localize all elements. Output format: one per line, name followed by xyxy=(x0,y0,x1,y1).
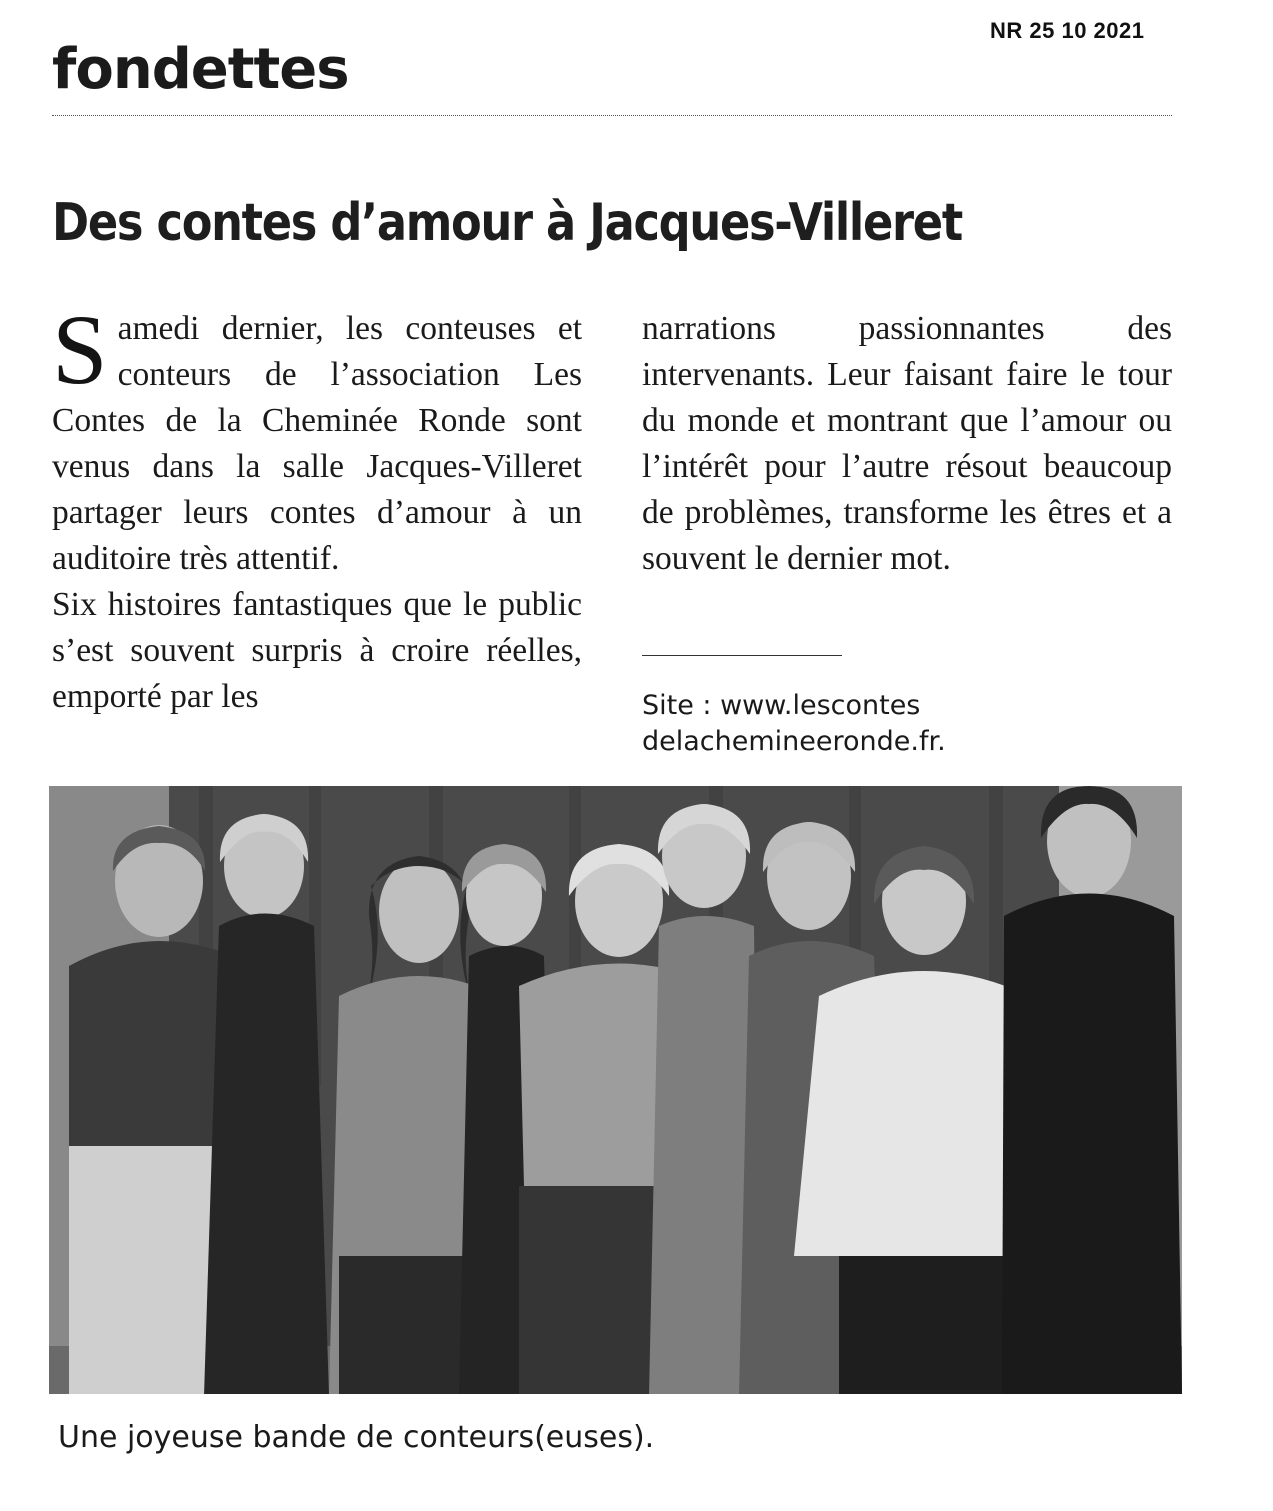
source-date-stamp: NR 25 10 2021 xyxy=(990,18,1145,43)
group-photo-illustration xyxy=(49,786,1182,1394)
article-headline: Des contes d’amour à Jacques-Villeret xyxy=(52,193,962,253)
article-column-right xyxy=(642,306,1172,582)
group-photo xyxy=(49,786,1182,1394)
site-note xyxy=(642,688,946,760)
paragraph-1-text: amedi dernier, les conteuses et conteurs de l’association Les Contes de la Cheminée Ronde sont venus dans la salle Jacques-Villeret partager leurs contes d’amour à un auditoire très attentif. xyxy=(52,310,582,577)
drop-cap: S xyxy=(52,294,108,405)
section-title: fondettes xyxy=(52,37,349,102)
article-column-left xyxy=(52,294,582,720)
article-paragraph-2: Six histoires fantastiques que le public s’est souvent surpris à croire réelles, emporté par les xyxy=(52,586,582,715)
section-divider xyxy=(52,115,1172,116)
note-divider xyxy=(642,655,842,656)
article-paragraph-3: narrations passionnantes des intervenants. Leur faisant faire le tour du monde et montrant que l’amour ou l’intérêt pour l’autre résout beaucoup de problèmes, transforme les êtres et a souvent le dernier mot. xyxy=(642,310,1172,577)
photo-caption: Une joyeuse bande de conteurs(euses). xyxy=(58,1420,655,1455)
article-paragraph-1 xyxy=(52,294,582,582)
site-note-line-1: Site : www.lescontes xyxy=(642,690,921,721)
site-note-line-2: delachemineeronde.fr. xyxy=(642,726,946,757)
